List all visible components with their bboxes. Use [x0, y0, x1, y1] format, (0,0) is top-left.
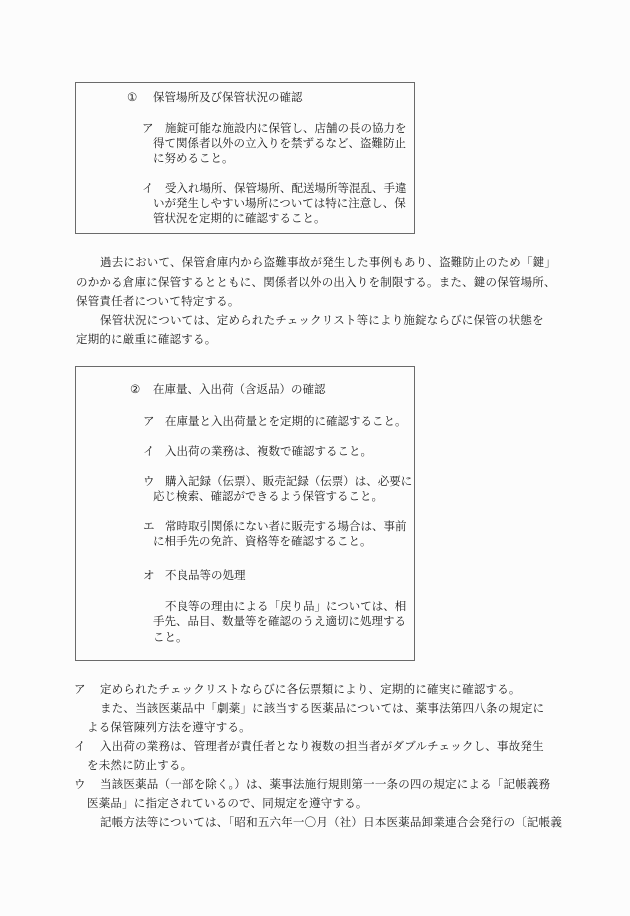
- section3-item-a-line1: 定められたチェックリストならびに各伝票類により、定期的に確実に確認する。: [100, 682, 521, 696]
- box2-item-e-marker: エ: [143, 519, 155, 533]
- box1-item-a-marker: ア: [142, 121, 154, 135]
- box1-item-i-marker: イ: [142, 181, 154, 195]
- box2-heading: 在庫量、入出荷（含返品）の確認: [153, 382, 326, 396]
- box2-item-e-line2: に相手先の免許、資格等を確認すること。: [153, 534, 372, 548]
- box2-sub-paragraph-line1: 不良等の理由による「戻り品」については、相: [165, 599, 407, 613]
- box2-item-u-line2: 応じ検索、確認ができるよう保管すること。: [153, 489, 383, 503]
- paragraph1-line2: のかかる倉庫に保管するとともに、関係者以外の出入りを制限する。また、鍵の保管場所、: [76, 275, 556, 289]
- box2-item-o-marker: オ: [143, 568, 155, 582]
- box2-item-u-marker: ウ: [143, 474, 155, 488]
- box2-item-a-marker: ア: [143, 414, 155, 428]
- section3-item-u-marker: ウ: [74, 777, 86, 791]
- section3-item-i-line1: 入出荷の業務は、管理者が責任者となり複数の担当者がダブルチェックし、事故発生: [100, 739, 544, 753]
- paragraph1-line4: 保管状況については、定められたチェックリスト等により施錠ならびに保管の状態を: [100, 313, 544, 327]
- box2-item-u-line1: 購入記録（伝票）、販売記録（伝票）は、必要に: [165, 474, 413, 488]
- box1-item-a-line1: 施錠可能な施設内に保管し、店舗の長の協力を: [165, 121, 407, 135]
- box2-item-i-line1: 入出荷の業務は、複数で確認すること。: [165, 444, 372, 458]
- box2-item-o-line1: 不良品等の処理: [165, 568, 246, 582]
- box2-item-e-line1: 常時取引関係にない者に販売する場合は、事前: [165, 519, 407, 533]
- section3-item-a-marker: ア: [74, 682, 86, 696]
- section3-item-a-line2: また、当該医薬品中「劇薬」に該当する医薬品については、薬事法第四八条の規定に: [100, 701, 545, 715]
- box1-heading-marker: ①: [127, 90, 138, 104]
- box1-heading: 保管場所及び保管状況の確認: [153, 90, 303, 104]
- box2-item-i-marker: イ: [143, 444, 155, 458]
- box2-heading-marker: ②: [130, 382, 141, 396]
- paragraph1-line5: 定期的に厳重に確認する。: [76, 332, 217, 346]
- paragraph1-line3: 保管責任者について特定する。: [76, 294, 240, 308]
- box2-sub-paragraph-line3: こと。: [153, 630, 188, 644]
- box1-item-i-line3: 管状況を定期的に確認すること。: [153, 211, 326, 225]
- section3-item-u-line3: 記帳方法等については、「昭和五六年一〇月（社）日本医薬品卸業連合会発行の〔記帳義: [100, 815, 563, 829]
- box1-item-a-line2: 得て関係者以外の立入りを禁ずるなど、盗難防止: [153, 136, 406, 150]
- box1-item-i-line2: いが発生しやすい場所については特に注意し、保: [153, 196, 406, 210]
- section3-item-i-line2: を未然に防止する。: [87, 758, 193, 772]
- box1-item-a-line3: に努めること。: [153, 151, 234, 165]
- box2-sub-paragraph-line2: 手先、品目、数量等を確認のうえ適切に処理する: [153, 614, 406, 628]
- box1-item-i-line1: 受入れ場所、保管場所、配送場所等混乱、手違: [165, 181, 407, 195]
- section3-item-u-line1: 当該医薬品（一部を除く。）は、薬事法施行規則第一一条の四の規定による「記帳義務: [100, 777, 551, 791]
- box2-item-a-line1: 在庫量と入出荷量とを定期的に確認すること。: [165, 414, 407, 428]
- section3-item-u-line2: 医薬品」に指定されているので、同規定を遵守する。: [87, 796, 368, 810]
- section3-item-a-line3: よる保管陳列方法を遵守する。: [87, 720, 251, 734]
- paragraph1-line1: 過去において、保管倉庫内から盗難事故が発生した事例もあり、盗難防止のため「鍵」: [100, 255, 557, 269]
- section3-item-i-marker: イ: [74, 739, 86, 753]
